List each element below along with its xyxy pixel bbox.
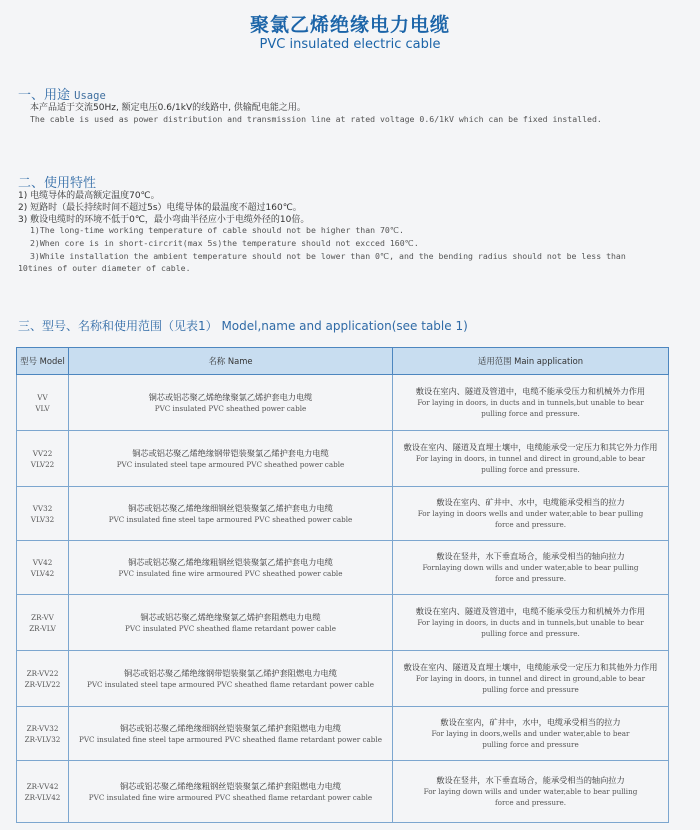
model-cell: ZR-VV22 ZR-VLV22 [17, 651, 69, 707]
page-title: 聚氯乙烯绝缘电力电缆 [249, 14, 450, 36]
characteristic-en-1: 1)The long-time working temperature of cable should not be higher than 70℃. [30, 225, 404, 235]
name-cell: 铜芯或铝芯聚乙烯绝缘细钢丝铠装聚氯乙烯护套电力电缆 PVC insulated fine steel tape armoured PVC sheathed power cable [69, 487, 393, 541]
name-cell: 铜芯或铝芯聚乙烯绝缘粗钢丝铠装聚氯乙烯护套电力电缆 PVC insulated fine wire armoured PVC sheathed power cable [69, 541, 393, 595]
section-models-title: 三、型号、名称和使用范围（见表1） Model,name and application(see table 1) [18, 319, 468, 333]
model-cell: ZR-VV ZR-VLV [17, 595, 69, 651]
application-cell: 敷设在室内、隧道及管道中，电缆不能承受压力和机械外力作用 For laying in doors, in ducts and in tunnels,but unable to bear pulling force and pressure. [393, 595, 669, 651]
table-row [17, 541, 669, 595]
header-name: 名称 Name [69, 348, 393, 375]
table-row [17, 487, 669, 541]
application-cell: 敷设在室内、隧道及直埋土壤中，电缆能承受一定压力和其它外力作用 For laying in doors, in tunnel and direct in ground,able to bear pulling force and pressure. [393, 431, 669, 487]
usage-text-en: The cable is used as power distribution and transmission line at rated voltage 0.6/1kV which can be fixed installed. [30, 114, 602, 124]
model-cell: VV42 VLV42 [17, 541, 69, 595]
characteristic-en-4: 10tines of outer diameter of cable. [18, 263, 191, 273]
application-cell: 敷设在室内、隧道及管道中，电缆不能承受压力和机械外力作用 For laying in doors, in ducts and in tunnels,but unable to bear pulling force and pressure. [393, 375, 669, 431]
model-cell: VV22 VLV22 [17, 431, 69, 487]
table-row [17, 761, 669, 823]
name-cell: 铜芯或铝芯聚乙烯绝缘细钢丝铠装聚氯乙烯护套阻燃电力电缆 PVC insulated fine steel tape armoured PVC sheathed flame retardant power cable [69, 707, 393, 761]
name-cell: 铜芯或铝芯聚乙烯绝缘钢带铠装聚氯乙烯护套阻燃电力电缆 PVC insulated steel tape armoured PVC sheathed flame retardant power cable [69, 651, 393, 707]
section-characteristics-title: 二、使用特性 [18, 176, 97, 191]
name-cell: 铜芯或铝芯聚乙烯绝缘聚氯乙烯护套电力电缆 PVC insulated PVC sheathed power cable [69, 375, 393, 431]
model-cell: VV VLV [17, 375, 69, 431]
name-cell: 铜芯或铝芯聚乙烯绝缘钢带铠装聚氯乙烯护套电力电缆 PVC insulated steel tape armoured PVC sheathed power cable [69, 431, 393, 487]
table-row [17, 651, 669, 707]
section-usage-title-cn: 一、用途 [18, 88, 71, 103]
characteristic-cn-1: 1) 电缆导体的最高额定温度70℃。 [18, 191, 160, 201]
application-cell: 敷设在室内、矿井中、水中，电缆能承受相当的拉力 For laying in doors wells and under water,able to bear pulling force and pressure. [393, 487, 669, 541]
table-row [17, 431, 669, 487]
application-cell: 敷设在室内、隧道及直埋土壤中，电缆能承受一定压力和其他外力作用 For laying in doors, in tunnel and direct in ground,able to bear pulling force and pressure [393, 651, 669, 707]
table-row [17, 375, 669, 431]
usage-text-cn: 本产品适于交流50Hz, 额定电压0.6/1kV的线路中, 供输配电能之用。 [30, 103, 306, 113]
name-cell: 铜芯或铝芯聚乙烯绝缘粗钢丝铠装聚氯乙烯护套阻燃电力电缆 PVC insulated fine wire armoured PVC sheathed flame retardant power cable [69, 761, 393, 823]
section-usage-title-en: Usage [74, 90, 106, 102]
table-row [17, 595, 669, 651]
characteristic-cn-3: 3) 敷设电缆时的环境不低于0℃，最小弯曲半径应小于电缆外径的10倍。 [18, 215, 310, 225]
application-cell: 敷设在竖井，水下垂直场合，能承受相当的轴向拉力 For laying down wills and under water,able to bear pulling force and pressure. [393, 761, 669, 823]
table-header-row [17, 348, 669, 375]
page-subtitle: PVC insulated electric cable [259, 37, 441, 52]
application-cell: 敷设在室内，矿井中，水中，电缆承受相当的拉力 For laying in doors,wells and under water,able to bear pulling force and pressure [393, 707, 669, 761]
model-cell: VV32 VLV32 [17, 487, 69, 541]
header-model: 型号 Model [17, 348, 69, 375]
characteristic-cn-2: 2) 短路时（最长持续时间不超过5s）电缆导体的最温度不超过160℃。 [18, 203, 302, 213]
name-cell: 铜芯或铝芯聚乙烯绝缘聚氯乙烯护套阻燃电力电缆 PVC insulated PVC sheathed flame retardant power cable [69, 595, 393, 651]
application-cell: 敷设在竖井，水下垂直场合，能承受相当的轴向拉力 Fornlaying down wills and under water,able to bear pulling force and pressure. [393, 541, 669, 595]
header-application: 适用范围 Main application [393, 348, 669, 375]
table-row [17, 707, 669, 761]
characteristic-en-3: 3)While installation the ambient temperature should not be lower than 0℃, and the bending radius should not be less than [30, 251, 626, 261]
model-cell: ZR-VV42 ZR-VLV42 [17, 761, 69, 823]
model-cell: ZR-VV32 ZR-VLV32 [17, 707, 69, 761]
characteristic-en-2: 2)When core is in short-circrit(max 5s)the temperature should not excced 160℃. [30, 238, 419, 248]
cable-spec-table [16, 347, 669, 823]
